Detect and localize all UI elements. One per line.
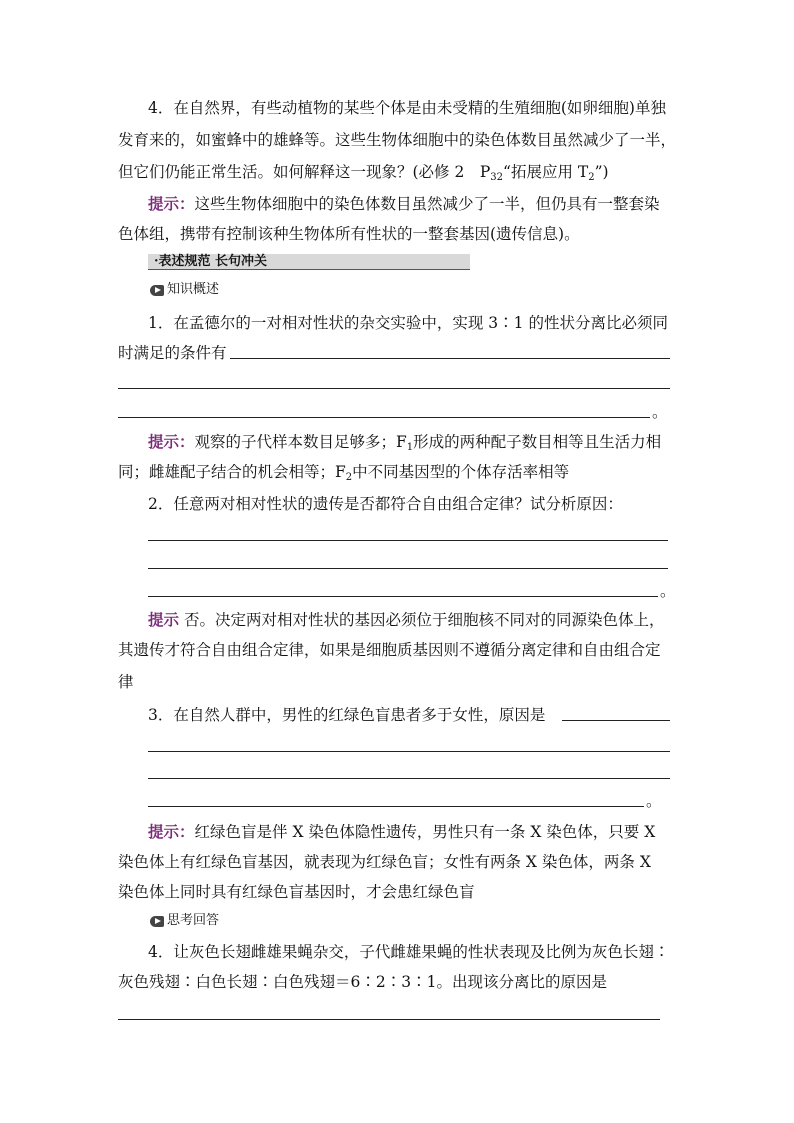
q2-tip-line-2: 其遗传才符合自由组合定律，如果是细胞质基因则不遵循分离定律和自由组合定	[118, 641, 661, 659]
question-4-line-2: 发育来的，如蜜蜂中的雄蜂等。这些生物体细胞中的染色体数目虽然减少了一半，	[118, 131, 677, 149]
answer-blank[interactable]	[148, 778, 670, 779]
tip-label: 提示：	[148, 822, 195, 841]
q3-tip-line-2: 染色体上有红绿色盲基因，就表现为红绿色盲；女性有两条 X 染色体，两条 X	[118, 853, 651, 871]
q4-line-2: 灰色残翅∶白色长翅∶白色残翅＝6∶2∶3∶1。出现该分离比的原因是	[118, 973, 607, 991]
q2-tip-line-3: 律	[118, 673, 134, 691]
tip-label: 提示：	[148, 194, 195, 213]
answer-blank[interactable]	[148, 568, 668, 569]
q1-tip-line-2: 同；雌雄配子结合的机会相等；$F_2$中不同基因型的个体存活率相等	[118, 463, 570, 483]
play-tag-icon	[150, 285, 164, 296]
q1-line-1: 1．在孟德尔的一对相对性状的杂交实验中，实现 3∶1 的性状分离比必须同	[148, 314, 668, 332]
play-tag-icon	[150, 916, 164, 927]
question-4-tip-line-1: 提示：这些生物体细胞中的染色体数目虽然减少了一半，但仍具有一整套染	[148, 194, 660, 213]
q3-tip-line-1: 提示：红绿色盲是伴 X 染色体隐性遗传，男性只有一条 X 染色体，只要 X	[148, 822, 656, 841]
question-4-line-1: 4．在自然界，有些动植物的某些个体是由未受精的生殖细胞(如卵细胞)单独	[148, 99, 666, 117]
answer-blank[interactable]	[118, 417, 650, 418]
answer-blank[interactable]	[230, 358, 670, 359]
period: 。	[652, 403, 668, 421]
q4-line-1: 4．让灰色长翅雌雄果蝇杂交，子代雌雄果蝇的性状表现及比例为灰色长翅∶	[148, 943, 670, 961]
period: 。	[646, 792, 662, 810]
answer-blank[interactable]	[148, 540, 668, 541]
period: 。	[660, 582, 676, 600]
tip-label: 提示	[148, 610, 180, 629]
answer-blank[interactable]	[148, 806, 644, 807]
answer-blank[interactable]	[148, 596, 658, 597]
answer-blank[interactable]	[148, 751, 670, 752]
subhead-knowledge: 知识概述	[150, 282, 219, 298]
tip-label: 提示：	[148, 432, 195, 451]
q1-line-2: 时满足的条件有	[118, 344, 227, 362]
q2-line-1: 2．任意两对相对性状的遗传是否都符合自由组合定律？试分析原因：	[148, 495, 623, 513]
question-4-line-3: 但它们仍能正常生活。如何解释这一现象？(必修 2 $P_{32}“$拓展应用 $T_2$”)	[118, 163, 609, 183]
answer-blank[interactable]	[118, 1019, 660, 1020]
q2-tip-line-1: 提示 否。决定两对相对性状的基因必须位于细胞核不同对的同源染色体上，	[148, 610, 665, 629]
answer-blank[interactable]	[118, 388, 670, 389]
subhead-thinking: 思考回答	[150, 913, 219, 929]
answer-blank[interactable]	[562, 720, 670, 721]
q1-tip-line-1: 提示：观察的子代样本数目足够多；$F_1$形成的两种配子数目相等且生活力相	[148, 432, 662, 453]
question-4-tip-line-2: 色体组，携带有控制该种生物体所有性状的一整套基因(遗传信息)。	[118, 225, 580, 243]
section-title-bar: ·表述规范 长句冲关	[148, 254, 470, 270]
q3-tip-line-3: 染色体上同时具有红绿色盲基因时，才会患红绿色盲	[118, 883, 475, 901]
q3-line-1: 3．在自然人群中，男性的红绿色盲患者多于女性，原因是	[148, 706, 546, 724]
